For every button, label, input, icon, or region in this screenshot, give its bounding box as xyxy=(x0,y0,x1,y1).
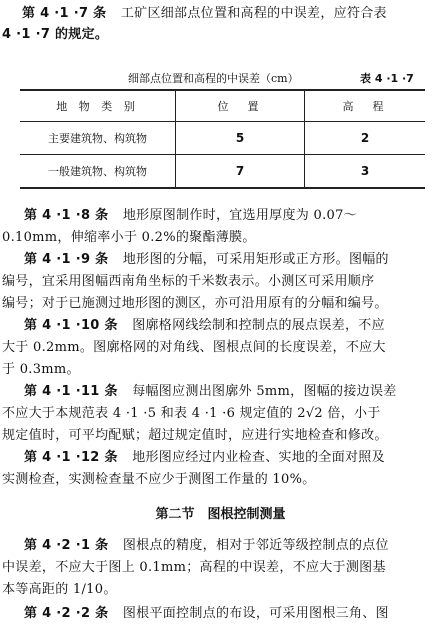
section-heading: 第二节 图根控制测量 xyxy=(155,507,286,522)
article-4-1-7-line-2: 4 ·1 ·7 的规定。 xyxy=(2,27,109,42)
article-4-1-10-line-3: 于 0.3mm。 xyxy=(2,362,80,377)
article-4-1-8-line-2: 0.10mm，伸缩率小于 0.2%的聚酯薄膜。 xyxy=(2,230,256,245)
article-4-1-9-line-1 xyxy=(24,252,389,268)
error-table xyxy=(20,89,425,189)
header-elevation: 高 程 xyxy=(305,90,426,122)
article-4-1-11-line-1 xyxy=(24,384,397,400)
header-position: 位 置 xyxy=(176,90,305,122)
cell-feature-type: 主要建筑物、构筑物 xyxy=(20,122,176,155)
article-number: 第 4 ·1 ·12 条 xyxy=(24,450,118,465)
article-text: 工矿区细部点位置和高程的中误差，应符合表 xyxy=(120,6,387,21)
article-4-1-10-line-1 xyxy=(24,318,385,334)
article-number: 第 4 ·1 ·10 条 xyxy=(24,318,118,333)
article-number: 第 4 ·1 ·11 条 xyxy=(24,384,118,399)
table-header-row xyxy=(20,90,425,122)
article-text: 地形原图制作时，宜选用厚度为 0.07～ xyxy=(122,208,357,223)
article-text: 图根点的精度，相对于邻近等级控制点的点位 xyxy=(122,538,389,553)
article-number: 第 4 ·1 ·8 条 xyxy=(24,208,109,223)
article-4-2-2-line-1 xyxy=(24,606,389,622)
header-feature-type: 地 物 类 别 xyxy=(20,90,176,122)
table-row xyxy=(20,155,425,189)
article-text: 图廓格网线绘制和控制点的展点误差，不应 xyxy=(132,318,385,333)
article-4-1-11-line-3: 规定值时，可平均配赋；超过规定值时，应进行实地检查和修改。 xyxy=(2,428,388,443)
article-4-2-1-line-2: 中误差，不应大于图上 0.1mm；高程的中误差，不应大于测图基 xyxy=(2,560,386,575)
article-number: 第 4 ·1 ·9 条 xyxy=(24,252,109,267)
article-4-1-9-line-3: 编号；对于已施测过地形图的测区，亦可沿用原有的分幅和编号。 xyxy=(2,296,388,311)
table-row xyxy=(20,122,425,155)
article-4-1-10-line-2: 大于 0.2mm。图廓格网的对角线、图根点间的长度误差，不应大 xyxy=(2,340,386,355)
cell-elevation: 3 xyxy=(305,155,426,189)
article-text: 每幅图应测出图廓外 5mm，图幅的接边误差 xyxy=(132,384,397,399)
article-number: 第 4 ·1 ·7 条 xyxy=(22,6,107,21)
article-4-2-1-line-3: 本等高距的 1/10。 xyxy=(2,582,117,597)
article-4-1-8-line-1 xyxy=(24,208,357,224)
article-4-1-12-line-2: 实测检查，实测检查量不应少于测图工作量的 10%。 xyxy=(2,472,316,487)
table-number: 表 4 ·1 ·7 xyxy=(360,72,414,85)
article-4-1-12-line-1 xyxy=(24,450,385,466)
article-text: 地形图的分幅，可采用矩形或正方形。图幅的 xyxy=(122,252,389,267)
article-4-1-11-line-2: 不应大于本规范表 4 ·1 ·5 和表 4 ·1 ·6 规定值的 2√2 倍，小于 xyxy=(2,406,381,421)
article-text: 地形图应经过内业检查、实地的全面对照及 xyxy=(132,450,385,465)
article-4-1-9-line-2: 编号，宜采用图幅西南角坐标的千米数表示。小测区可采用顺序 xyxy=(2,274,375,289)
article-number: 第 4 ·2 ·1 条 xyxy=(24,538,109,553)
cell-feature-type: 一般建筑物、构筑物 xyxy=(20,155,176,189)
article-4-1-7-line-1 xyxy=(22,6,387,22)
cell-position: 5 xyxy=(176,122,305,155)
article-number: 第 4 ·2 ·2 条 xyxy=(24,606,109,621)
table-caption: 细部点位置和高程的中误差（cm） xyxy=(128,72,299,85)
article-text: 图根平面控制点的布设，可采用图根三角、图 xyxy=(122,606,389,621)
cell-elevation: 2 xyxy=(305,122,426,155)
article-4-2-1-line-1 xyxy=(24,538,389,554)
cell-position: 7 xyxy=(176,155,305,189)
